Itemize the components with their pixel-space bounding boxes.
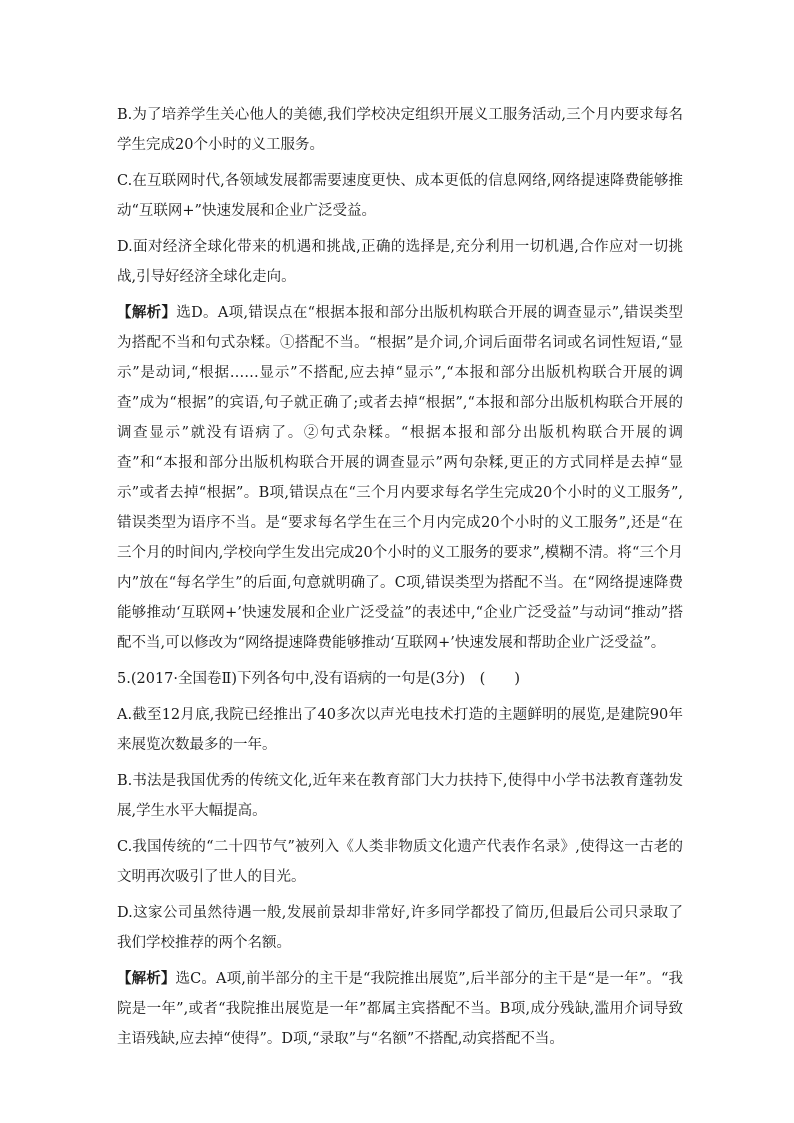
question-5-option-b: B.书法是我国优秀的传统文化,近年来在教育部门大力扶持下,使得中小学书法教育蓬勃发展,学生水平大幅提高。 <box>117 773 683 819</box>
analysis-text: 选D。A项,错误点在“根据本报和部分出版机构联合开展的调查显示”,错误类型为搭配不当和句式杂糅。①搭配不当。“根据”是介词,介词后面带名词或名词性短语,“显示”是动词,“根据……显示”不搭配,应去掉“显示”,“本报和部分出版机构联合开展的调查”成为“根据”的宾语,句子就正确了;或者去掉“根据”,“本报和部分出版机构联合开展的调查显示”就没有语病了。②句式杂糅。“根据本报和部分出版机构联合开展的调查”和“本报和部分出版机构联合开展的调查显示”两句杂糅,更正的方式同样是去掉“显示”或者去掉“根据”。B项,错误点在“三个月内要求每名学生完成20个小时的义工服务”,错误类型为语序不当。是“要求每名学生在三个月内完成20个小时的义工服务”,还是“在三个月的时间内,学校向学生发出完成20个小时的义工服务的要求”,模糊不清。将“三个月内”放在“每名学生”的后面,句意就明确了。C项,错误类型为搭配不当。在“网络提速降费能够推动‘互联网+’快速发展和企业广泛受益”的表述中,“企业广泛受益”与动词“推动”搭配不当,可以修改为“网络提速降费能够推动‘互联网+’快速发展和帮助企业广泛受益”。 <box>117 305 684 651</box>
analysis-5-label: 【解析】 <box>117 971 176 987</box>
analysis-5 <box>117 964 683 1054</box>
option-b-prev: B.为了培养学生关心他人的美德,我们学校决定组织开展义工服务活动,三个月内要求每名学生完成20个小时的义工服务。 <box>117 107 683 153</box>
question-5-option-d: D.这家公司虽然待遇一般,发展前景却非常好,许多同学都投了简历,但最后公司只录取了我们学校推荐的两个名额。 <box>117 905 683 951</box>
analysis-label: 【解析】 <box>117 305 177 321</box>
question-5-option-a: A.截至12月底,我院已经推出了40多次以声光电技术打造的主题鲜明的展览,是建院90年来展览次数最多的一年。 <box>117 707 683 753</box>
question-5-stem: 5.(2017·全国卷Ⅱ)下列各句中,没有语病的一句是(3分) ( ) <box>117 671 520 687</box>
document-page <box>117 100 683 1060</box>
question-5-option-c: C.我国传统的“二十四节气”被列入《人类非物质文化遗产代表作名录》,使得这一古老的文明再次吸引了世人的目光。 <box>117 839 683 885</box>
option-c-prev: C.在互联网时代,各领域发展都需要速度更快、成本更低的信息网络,网络提速降费能够推动“互联网+”快速发展和企业广泛受益。 <box>117 173 683 219</box>
analysis-5-text: 选C。A项,前半部分的主干是“我院推出展览”,后半部分的主干是“是一年”。“我院是一年”,或者“我院推出展览是一年”都属主宾搭配不当。B项,成分残缺,滥用介词导致主语残缺,应去掉“使得”。D项,“录取”与“名额”不搭配,动宾搭配不当。 <box>117 971 684 1047</box>
analysis-prev <box>117 298 683 658</box>
option-d-prev: D.面对经济全球化带来的机遇和挑战,正确的选择是,充分利用一切机遇,合作应对一切挑战,引导好经济全球化走向。 <box>117 239 683 285</box>
